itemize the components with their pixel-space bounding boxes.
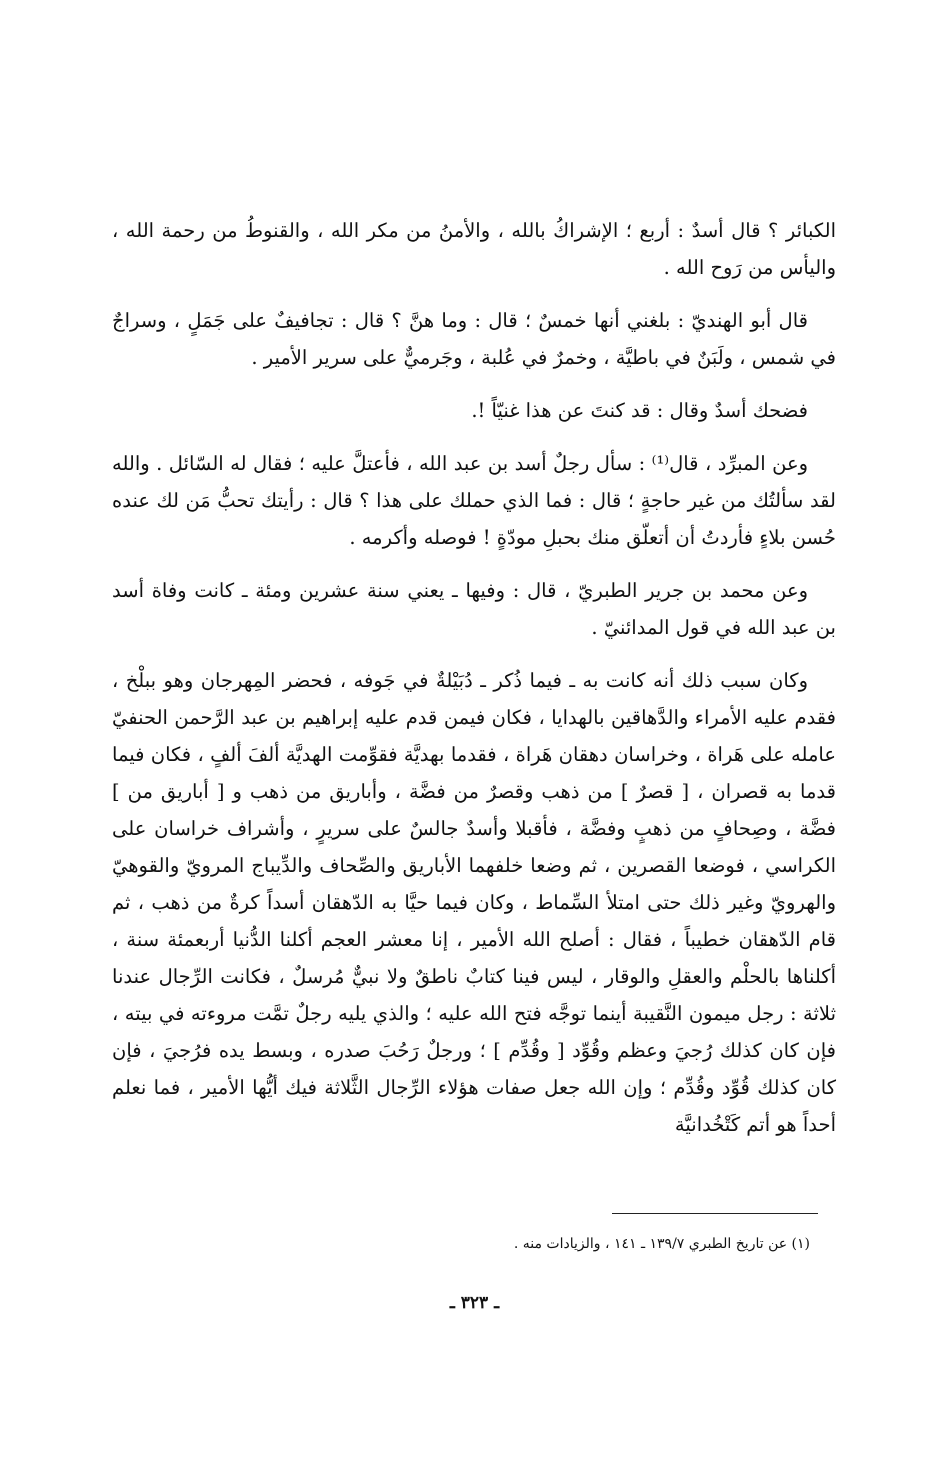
footnote-divider	[612, 1213, 818, 1214]
paragraph-al-mubarrad: وعن المبرِّد ، قال⁽¹⁾ : سأل رجلٌ أسد بن عبد الله ، فأعتلَّ عليه ؛ فقال له السّائل . والله لقد سألتُك من غير حاجةٍ ؛ قال : فما الذي حملك على هذا ؟ قال : رأيتك تحبُّ مَن لك عنده حُسن بلاءٍ فأردتُ أن أتعلّق منك بحبلِ مودّةٍ ! فوصله وأكرمه .	[112, 452, 836, 549]
paragraph-al-tabari: وعن محمد بن جرير الطبريّ ، قال : وفيها ـ يعني سنة عشرين ومئة ـ كانت وفاة أسد بن عبد الله في قول المدائنيّ .	[112, 579, 836, 639]
paragraph-kabair: الكبائر ؟ قال أسدٌ : أربع ؛ الإشراكُ بالله ، والأمنُ من مكر الله ، والقنوطُ من رحمة الله ، واليأس من رَوح الله .	[112, 219, 836, 279]
paragraph-asad-laughed: فضحك أسدٌ وقال : قد كنتَ عن هذا غنيّاً !.	[471, 399, 808, 422]
paragraph-cause-of-death: وكان سبب ذلك أنه كانت به ـ فيما ذُكر ـ دُبَيْلةٌ في جَوفه ، فحضر المِهرجان وهو ببلْخ ، فقدم عليه الأمراء والدَّهاقين بالهدايا ، فكان فيمن قدم عليه إبراهيم بن عبد الرَّحمن الحنفيّ عامله على هَراة ، وخراسان دهقان هَراة ، فقدما بهديَّة فقوِّمت الهديَّة ألفَ ألفٍ ، فكان فيما قدما به قصران ، [ قصرٌ ] من ذهب وقصرٌ من فضَّة ، وأباريق من ذهب و [ أباريق من ] فضَّة ، وصِحافٍ من ذهبٍ وفضَّة ، فأقبلا وأسدٌ جالسٌ على سريرٍ ، وأشراف خراسان على الكراسي ، فوضعا القصرين ، ثم وضعا خلفهما الأباريق والصِّحاف والدِّيباج المرويّ والقوهيّ والهرويّ وغير ذلك حتى امتلأ السِّماط ، وكان فيما حيَّا به الدّهقان أسداً كرةٌ من ذهب ، ثم قام الدّهقان خطيباً ، فقال : أصلح الله الأمير ، إنا معشر العجم أكلنا الدُّنيا أربعمئة سنة ، أكلناها بالحلْم والعقلِ والوقار ، ليس فينا كتابٌ ناطقٌ ولا نبيٌّ مُرسلٌ ، فكانت الرِّجال عندنا ثلاثة : رجل ميمون النَّقيبة أينما توجَّه فتح الله عليه ؛ والذي يليه رجلٌ تمَّت مروءته في بيته ، فإن كان كذلك رُجيَ وعظم وقُوِّد [ وقُدِّم ] ؛ ورجلٌ رَحُبَ صدره ، وبسط يده فرُجيَ ، فإن كان كذلك قُوِّد وقُدِّم ؛ وإن الله جعل صفات هؤلاء الرِّجال الثَّلاثة فيك أيُّها الأمير ، فما نعلم أحداً هو أتم كَتْخُدانيَّة	[112, 669, 836, 1136]
footnote: (١) عن تاريخ الطبري ١٣٩/٧ ـ ١٤١ ، والزيادات منه .	[513, 1236, 810, 1252]
page-number: ـ ٣٢٣ ـ	[449, 1293, 500, 1313]
paragraph-abu-al-hindi: قال أبو الهنديّ : بلغني أنها خمسٌ ؛ قال : وما هنَّ ؟ قال : تجافيفٌ على جَمَلٍ ، وسراجٌ في شمس ، ولَبَنٌ في باطيَّة ، وخمرٌ في عُلبة ، وجَرميٌّ على سرير الأمير .	[112, 309, 836, 369]
main-text-body	[112, 212, 836, 1159]
